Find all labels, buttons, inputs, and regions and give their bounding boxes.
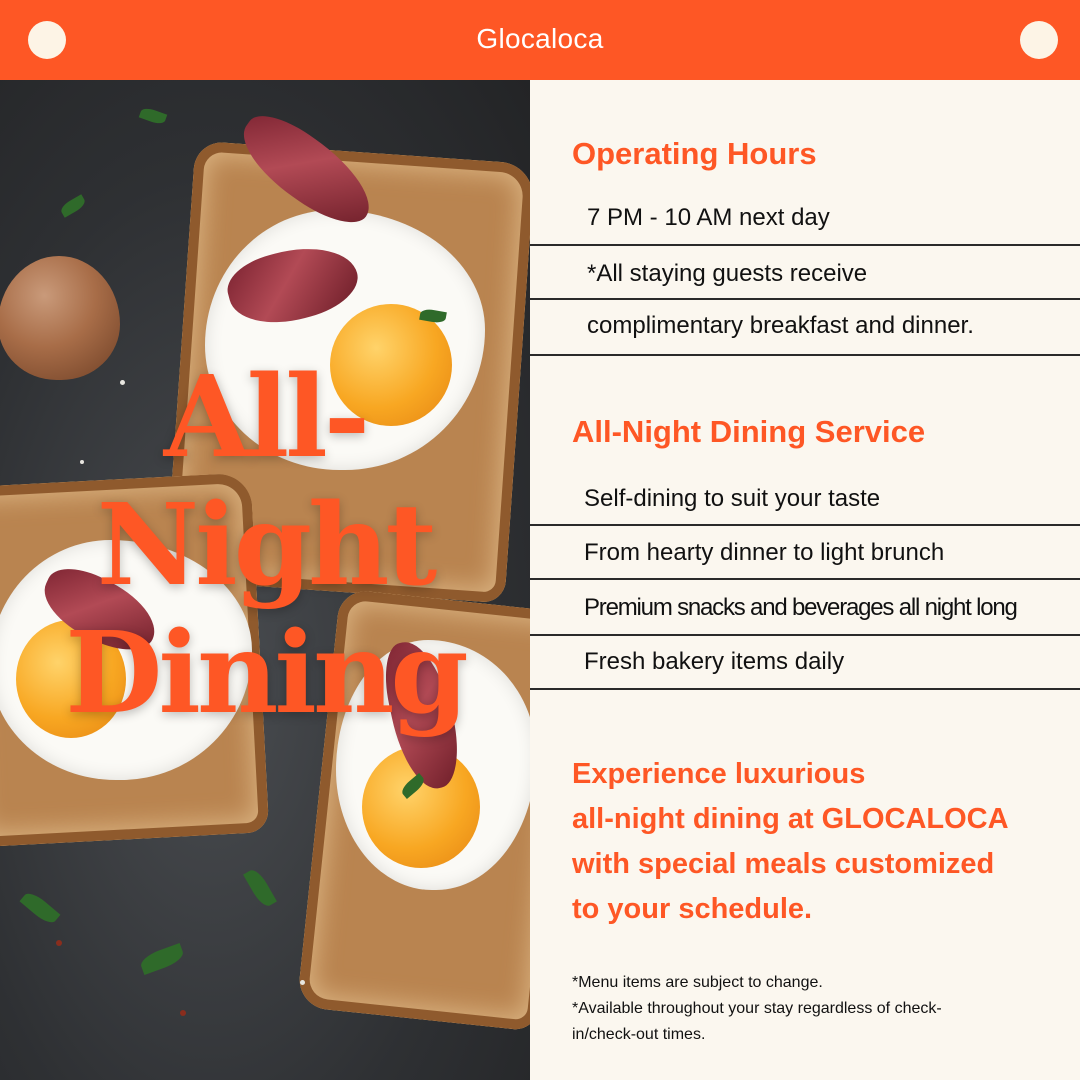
service-row — [530, 526, 1080, 580]
brand-name: Glocaloca — [476, 23, 604, 54]
promo-line: all-night dining at GLOCALOCA — [572, 803, 1009, 835]
food-photo — [0, 80, 530, 1080]
service-row-text: Premium snacks and beverages all night long — [584, 594, 1017, 621]
herb-leaf — [138, 943, 186, 975]
service-row — [530, 472, 1080, 526]
service-row-text: Self-dining to suit your taste — [584, 485, 881, 512]
pepper-speck — [56, 940, 62, 946]
footnote-line: *Menu items are subject to change. — [572, 974, 823, 991]
hero-title-line: Dining — [65, 608, 465, 739]
hours-row — [530, 246, 1080, 300]
service-row-text: From hearty dinner to light brunch — [584, 539, 945, 566]
herb-leaf — [20, 889, 61, 927]
footnote-line: *Available throughout your stay regardless of check- — [572, 1000, 942, 1017]
dining-service-heading: All-Night Dining Service — [572, 414, 926, 449]
herb-leaf — [59, 194, 88, 217]
promo-line: with special meals customized — [572, 848, 995, 880]
hours-row-text: *All staying guests receive — [587, 260, 868, 287]
hero-title-line: Night — [96, 480, 434, 611]
pepper-speck — [180, 1010, 186, 1016]
header-dot-right — [1020, 21, 1058, 59]
info-panel — [530, 80, 1080, 1080]
herb-leaf — [243, 867, 277, 910]
footnote-line: in/check-out times. — [572, 1026, 706, 1043]
promo-line: to your schedule. — [572, 893, 813, 925]
hours-row-text: complimentary breakfast and dinner. — [587, 312, 974, 339]
hours-row — [530, 192, 1080, 246]
promo-line: Experience luxurious — [572, 758, 866, 790]
footnotes — [572, 970, 1032, 1048]
service-row-text: Fresh bakery items daily — [584, 648, 845, 675]
operating-hours-heading: Operating Hours — [572, 136, 817, 171]
promo-text — [572, 752, 1062, 932]
hero-title-line: All- — [163, 352, 367, 483]
hours-row — [530, 300, 1080, 356]
hero-title — [30, 354, 500, 738]
service-row — [530, 636, 1080, 690]
header-bar — [0, 0, 1080, 80]
herb-leaf — [139, 106, 168, 126]
service-row — [530, 580, 1080, 636]
hours-row-text: 7 PM - 10 AM next day — [587, 204, 830, 231]
salt-speck — [300, 980, 305, 985]
